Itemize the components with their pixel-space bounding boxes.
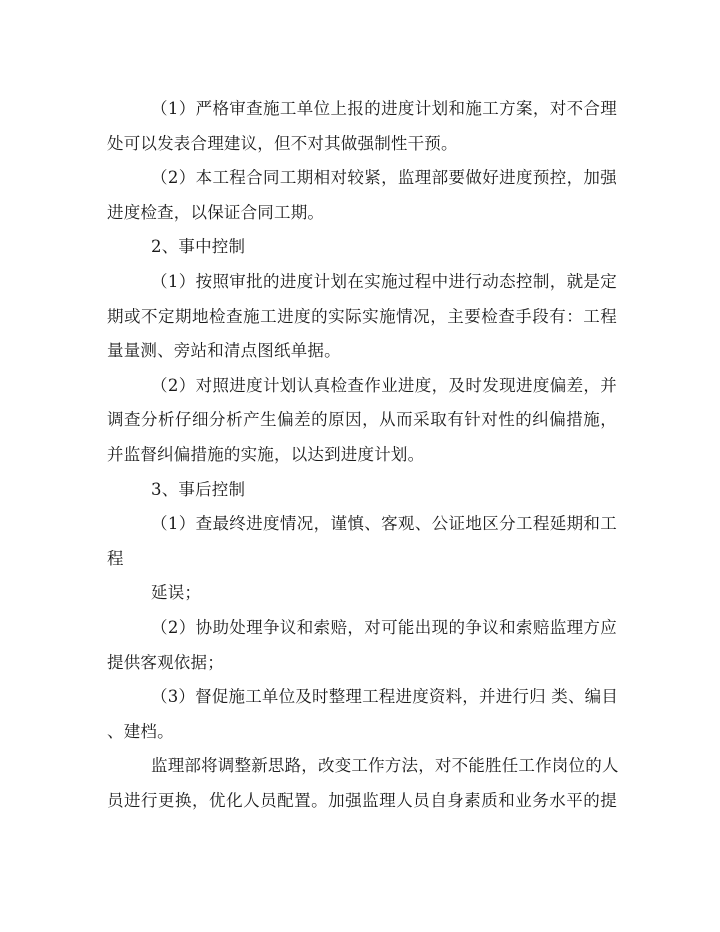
- paragraph-line: 监理部将调整新思路，改变工作方法，对不能胜任工作岗位的人: [151, 756, 619, 776]
- paragraph-line: 员进行更换，优化人员配置。加强监理人员自身素质和业务水平的提: [107, 790, 617, 810]
- paragraph-line: 处可以发表合理建议，但不对其做强制性干预。: [107, 133, 458, 153]
- paragraph-line: 进度检查，以保证合同工期。: [107, 202, 325, 222]
- paragraph-line: 延误；: [151, 583, 202, 603]
- paragraph-line: （1）查最终进度情况，谨慎、客观、公证地区分工程延期和工: [151, 514, 617, 534]
- paragraph-line: （2）本工程合同工期相对较紧，监理部要做好进度预控，加强: [151, 168, 617, 188]
- paragraph-line: （3）督促施工单位及时整理工程进度资料，并进行归 类、编目: [151, 687, 619, 707]
- document-body: [107, 92, 617, 818]
- paragraph-line: 提供客观依据；: [107, 652, 224, 672]
- paragraph-line: （2）对照进度计划认真检查作业进度，及时发现进度偏差，并: [151, 375, 617, 395]
- paragraph-line: 期或不定期地检查施工进度的实际实施情况，主要检查手段有：工程: [107, 306, 617, 326]
- section-heading: 3、事后控制: [151, 479, 246, 499]
- paragraph-line: （1）按照审批的进度计划在实施过程中进行动态控制，就是定: [151, 271, 617, 291]
- paragraph-line: 量量测、旁站和清点图纸单据。: [107, 341, 341, 361]
- paragraph-line: 程: [107, 548, 124, 568]
- section-heading: 2、事中控制: [151, 237, 246, 257]
- paragraph-line: 调查分析仔细分析产生偏差的原因，从而采取有针对性的纠偏措施，: [107, 410, 617, 430]
- paragraph-line: 、建档。: [107, 721, 174, 741]
- paragraph-line: （1）严格审查施工单位上报的进度计划和施工方案，对不合理: [151, 99, 617, 118]
- paragraph-line: （2）协助处理争议和索赔，对可能出现的争议和索赔监理方应: [151, 617, 617, 637]
- paragraph-line: 并监督纠偏措施的实施，以达到进度计划。: [107, 444, 425, 464]
